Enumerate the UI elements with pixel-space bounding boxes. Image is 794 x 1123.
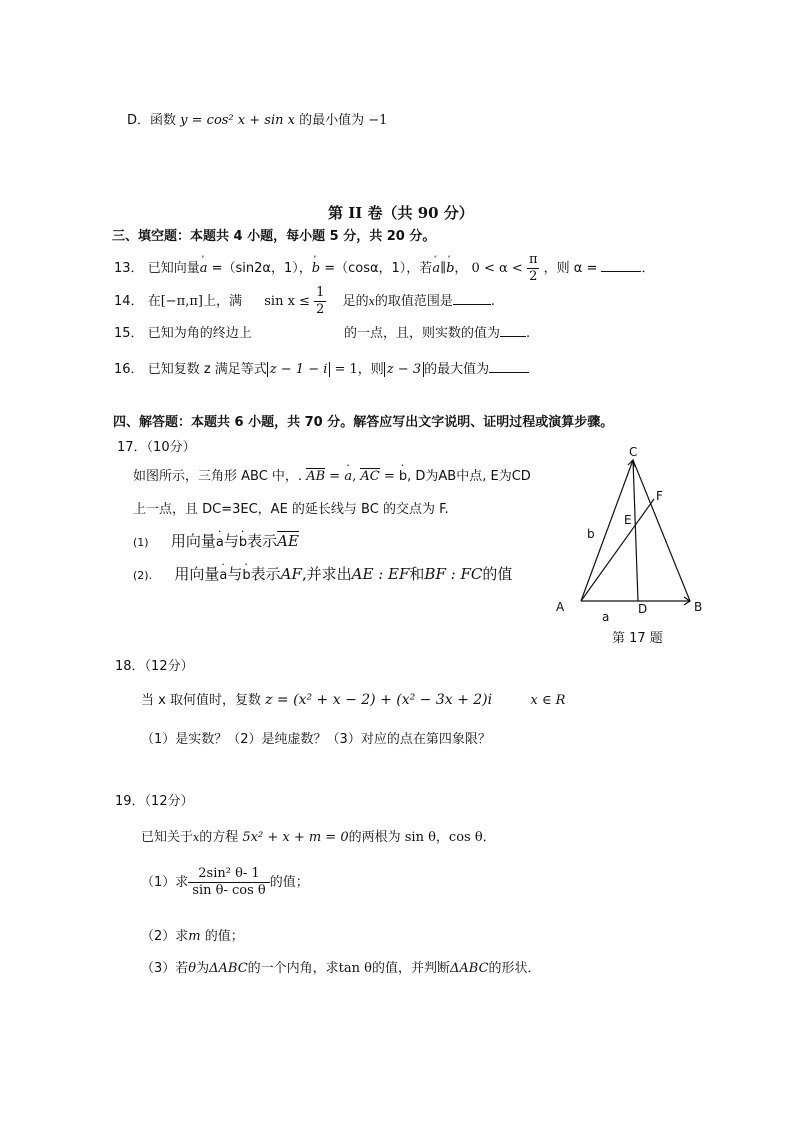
q19-text-4: ． [482, 830, 496, 845]
q17-s2-number: (2). [133, 569, 153, 582]
question-13: 13． 已知向量˅ a =（sin2α，1），˅ b =（cosα，1），若˅ a∥˅ b， 0 < α < $\frac{\pi}{2}$ ，则 α = ． [114, 252, 655, 286]
q17-s2-text-c: 表示 [250, 565, 281, 583]
q19-s3-text-a: （3）若 [141, 961, 189, 976]
q17-s1-text-b: 与 [223, 532, 239, 550]
q16-answer-blank [489, 360, 529, 373]
q15-text-1: 已知为角的终边上 [147, 326, 252, 341]
q19-s3-triangle: ΔABC [209, 961, 248, 976]
q19-roots: sin θ，cos θ [404, 830, 483, 845]
q15-text-2: 的一点，且，则实数的值为 [343, 326, 500, 341]
q14-text-2: 足的 [342, 294, 369, 309]
segment-bc [633, 460, 690, 601]
q19-s2-text-b: 的值； [200, 929, 244, 944]
q19-subquestion-1 [141, 866, 309, 899]
q13-vector-b: ˅ b [312, 252, 320, 286]
label-f: F [656, 489, 663, 503]
q17-eq-2: = [379, 469, 399, 484]
q18-line-1 [141, 689, 565, 708]
q14-frac-den: 2 [316, 302, 325, 317]
q18-text-1: 当 x 取何值时，复数 [141, 693, 261, 708]
question-15: 15． 已知为角的终边上 的一点，且，则实数的值为 . [114, 326, 531, 341]
q17-s1-vector-b: · b [239, 535, 247, 550]
q19-s1-numerator: 2sin² θ- 1 [188, 866, 269, 883]
q17-subquestion-1 [133, 530, 299, 551]
q16-text-2: 的最大值为 [424, 362, 490, 377]
q19-s3-text-c: 的一个内角，求 [247, 961, 339, 976]
label-d: D [638, 602, 648, 616]
q17-s1-text-a: 用向量 [170, 532, 216, 550]
label-e: E [624, 513, 632, 527]
q14-x: x [368, 295, 375, 308]
q17-s2-text-e: 和 [409, 565, 425, 583]
label-b: B [694, 600, 703, 614]
q19-subquestion-3 [141, 957, 541, 976]
q19-s1-text-b: 的值； [269, 875, 309, 890]
label-vector-b: b [587, 527, 595, 541]
option-d [127, 109, 387, 128]
q14-frac-num: 1 [316, 285, 325, 300]
q18-expression: z = (x² + x − 2) + (x² − 3x + 2)i [265, 692, 493, 708]
q19-s3-text-b: 为 [196, 961, 210, 976]
q19-x: x [193, 831, 200, 844]
q17-s2-text-f: 的值 [482, 565, 513, 583]
q17-subquestion-2 [133, 563, 512, 584]
question-14: 14． 在[−π,π]上，满 sin x ≤ $\frac{1}{2}$ 足的x的取值范围是 . [114, 285, 496, 317]
q13-text-5: ，则 α = [543, 261, 602, 276]
q19-s1-text-a: （1）求 [141, 875, 189, 890]
q17-line-2: 上一点，且 DC=3EC，AE 的延长线与 BC 的交点为 F. [133, 502, 449, 517]
q19-s3-theta: θ [188, 961, 197, 976]
q16-abs-expression-2: z − 3 [384, 362, 424, 377]
option-d-label: D．函数 [127, 113, 177, 128]
q17-s1-vector-ae: AE [277, 532, 299, 550]
segment-af [581, 499, 654, 601]
segment-cd [633, 460, 638, 601]
q19-subquestion-2 [141, 925, 244, 944]
q15-answer-blank [500, 324, 526, 337]
q13-pi-over-2 [527, 252, 540, 285]
q17-s2-vector-af: AF [280, 565, 302, 583]
q19-s1-fraction [188, 866, 269, 899]
q17-s2-text-a: 用向量 [174, 565, 220, 583]
option-d-function: y = cos² x + sin x [180, 113, 295, 128]
q15-number: 15． [114, 326, 144, 341]
q18-heading: 18．（12分） [115, 659, 194, 674]
q19-s3-tan: tan θ [338, 961, 372, 976]
q14-answer-blank [453, 292, 491, 305]
q19-text-3: 的两根为 [348, 830, 401, 845]
q17-vector-ac: AC [360, 469, 380, 484]
q14-condition: sin x ≤ [264, 294, 310, 309]
q17-s2-ratio-1: AE : EF [351, 565, 410, 583]
q13-parallel-b: ˅ b [446, 252, 454, 286]
q17-s2-ratio-2: BF : FC [424, 565, 483, 583]
q13-vector-a: ˅ a [200, 252, 208, 286]
q17-vector-ab: AB [306, 469, 326, 484]
q13-text-1: 已知向量 [147, 261, 200, 276]
q17-s2-text-d: ,并求出 [301, 565, 352, 583]
q19-text-1: 已知关于 [141, 830, 194, 845]
q17-triangle-figure [540, 440, 720, 655]
section4-header: 四、解答题：本题共 6 小题，共 70 分。解答应写出文字说明、证明过程或演算步骤。 [113, 415, 614, 430]
q17-text-2: , D为AB中点, E为CD [407, 469, 531, 484]
q19-equation: 5x² + x + m = 0 [242, 830, 349, 845]
q17-s1-text-c: 表示 [247, 532, 278, 550]
q17-eq-1: = [325, 469, 345, 484]
q13-answer-blank [601, 259, 641, 272]
q17-line-1 [133, 465, 531, 484]
q19-heading: 19．（12分） [115, 794, 194, 809]
question-16 [114, 358, 529, 377]
q13-frac-num: π [528, 252, 538, 267]
q19-s3-text-d: 的值，并判断 [371, 961, 450, 976]
q13-text-2: =（sin2α，1）， [207, 261, 312, 276]
q19-s3-triangle-2: ΔABC [450, 961, 489, 976]
q16-abs-expression-1: z − 1 − i [267, 362, 331, 377]
q17-comma: , [352, 469, 361, 484]
q18-condition: x ∈ R [530, 693, 566, 708]
figure-caption: 第 17 题 [612, 631, 663, 646]
label-vector-a: a [602, 610, 610, 624]
part2-title: 第 II 卷（共 90 分） [328, 204, 474, 222]
label-a: A [556, 600, 565, 614]
q13-number: 13． [114, 261, 144, 276]
q13-text-3: =（cosα，1），若 [320, 261, 433, 276]
q19-s2-m: m [188, 929, 201, 944]
q19-s2-text-a: （2）求 [141, 929, 189, 944]
q17-vector-a: · a [344, 469, 352, 484]
q14-text-1: 在[−π,π]上，满 [147, 294, 242, 309]
q18-line-2: （1）是实数？（2）是纯虚数？（3）对应的点在第四象限？ [141, 732, 491, 747]
q17-s2-text-b: 与 [227, 565, 243, 583]
q19-s1-denominator: sin θ- cos θ [192, 883, 266, 898]
q16-equals: = 1，则 [330, 362, 384, 377]
section3-header: 三、填空题：本题共 4 小题，每小题 5 分，共 20 分。 [112, 229, 436, 244]
q17-text-1: 如图所示，三角形 ABC 中，. [133, 469, 303, 484]
q17-s2-vector-b: · b [242, 568, 250, 583]
q14-one-half [314, 285, 326, 318]
q17-heading: 17．（10分） [117, 440, 196, 455]
q16-number: 16． [114, 362, 144, 377]
q14-number: 14． [114, 294, 144, 309]
q19-text-2: 的方程 [199, 830, 239, 845]
q17-s2-vector-a: · a [219, 568, 227, 583]
q13-parallel-a: ˅ a [432, 252, 440, 286]
q17-vector-b: · b [399, 469, 407, 484]
option-d-tail: 的最小值为 [299, 113, 365, 128]
q19-s3-text-e: 的形状． [488, 961, 541, 976]
q13-frac-den: 2 [529, 269, 538, 284]
q13-parallel-symbol: ∥ [440, 261, 447, 276]
q19-line-1 [141, 826, 496, 845]
option-d-value: −1 [368, 113, 388, 128]
label-c: C [629, 445, 638, 459]
q16-text-1: 已知复数 z 满足等式 [147, 362, 267, 377]
q17-s1-vector-a: · a [216, 535, 224, 550]
q14-text-3: 的取值范围是 [374, 294, 453, 309]
q13-text-4: ， 0 < α < [454, 261, 523, 276]
q17-s1-number: (1) [133, 536, 149, 549]
